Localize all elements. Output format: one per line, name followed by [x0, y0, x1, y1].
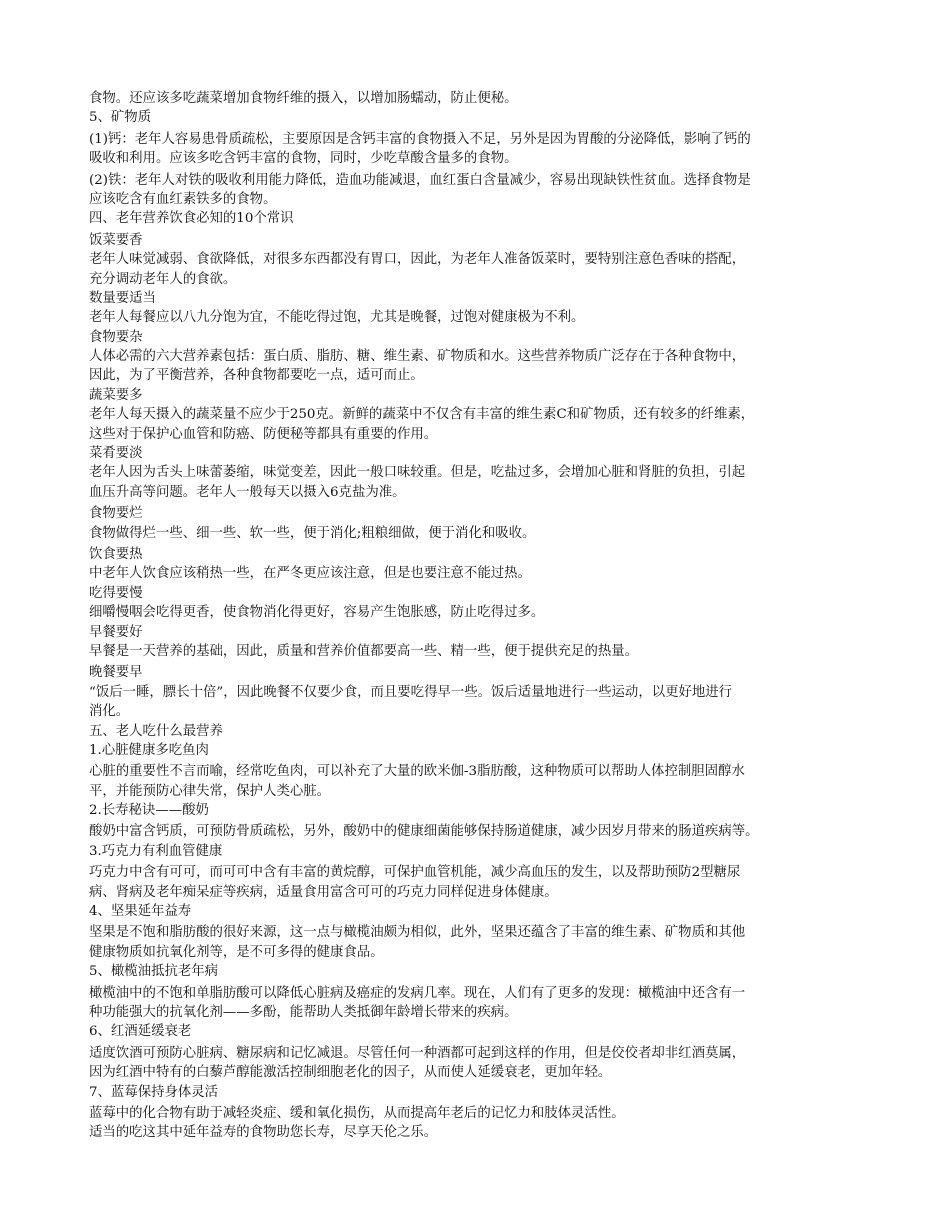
text-line: 中老年人饮食应该稍热一些，在严冬更应该注意，但是也要注意不能过热。 [89, 566, 531, 582]
text-line: 人体必需的六大营养素包括：蛋白质、脂肪、糖、维生素、矿物质和水。这些营养物质广泛存在于各种食物中， [89, 349, 746, 365]
text-line: 老年人因为舌头上味蕾萎缩，味觉变差，因此一般口味较重。但是，吃盐过多，会增加心脏和肾脏的负担，引起 [89, 465, 746, 481]
closing-line: 适当的吃这其中延年益寿的食物助您长寿，尽享天伦之乐。 [89, 1125, 438, 1141]
subheading: 蔬菜要多 [89, 387, 143, 403]
text-line: 这些对于保护心血管和防癌、防便秘等都具有重要的作用。 [89, 426, 438, 442]
text-line: 种功能强大的抗氧化剂——多酚，能帮助人类抵御年龄增长带来的疾病。 [89, 1004, 518, 1020]
subheading: 6、红酒延缓衰老 [89, 1024, 192, 1040]
subheading: 早餐要好 [89, 624, 143, 640]
subheading: 1.心脏健康多吃鱼肉 [89, 742, 209, 758]
text-line: 早餐是一天营养的基础，因此，质量和营养价值都要高一些、精一些，便于提供充足的热量。 [89, 643, 639, 659]
text-line: 因此，为了平衡营养，各种食物都要吃一点，适可而止。 [89, 368, 424, 384]
text-line: 适度饮酒可预防心脏病、糖尿病和记忆减退。尽管任何一种酒都可起到这样的作用，但是佼佼者却非红酒莫属， [89, 1045, 746, 1061]
text-line: 心脏的重要性不言而喻，经常吃鱼肉，可以补充了大量的欧米伽-3脂肪酸，这种物质可以帮助人体控制胆固醇水 [89, 764, 745, 780]
text-line: 橄榄油中的不饱和单脂肪酸可以降低心脏病及癌症的发病几率。现在，人们有了更多的发现：橄榄油中还含有一 [89, 985, 746, 1001]
subheading: 吃得要慢 [89, 585, 143, 601]
text-line: 巧克力中含有可可，而可可中含有丰富的黄烷醇，可保护血管机能，减少高血压的发生，以及帮助预防2型糖尿 [89, 865, 741, 881]
subheading: 食物要杂 [89, 329, 143, 345]
text-line: 酸奶中富含钙质，可预防骨质疏松，另外，酸奶中的健康细菌能够保持肠道健康，减少因岁月带来的肠道疾病等。 [89, 824, 759, 840]
subheading: 7、蓝莓保持身体灵活 [89, 1084, 219, 1100]
subheading: 菜肴要淡 [89, 446, 143, 462]
subheading: 饭菜要香 [89, 232, 143, 248]
text-line: 老年人每天摄入的蔬菜量不应少于250克。新鲜的蔬菜中不仅含有丰富的维生素C和矿物质，还有较多的纤维素， [89, 407, 755, 423]
subheading: 数量要适当 [89, 290, 156, 306]
text-line: 细嚼慢咽会吃得更香，使食物消化得更好，容易产生饱胀感，防止吃得过多。 [89, 605, 545, 621]
text-line: 老年人每餐应以八九分饱为宜，不能吃得过饱，尤其是晚餐，过饱对健康极为不利。 [89, 310, 585, 326]
subheading: 3.巧克力有利血管健康 [89, 843, 223, 859]
text-line: 健康物质如抗氧化剂等，是不可多得的健康食品。 [89, 944, 384, 960]
section-heading-minerals: 5、矿物质 [89, 110, 152, 126]
text-line: 平，并能预防心律失常，保护人类心脏。 [89, 783, 331, 799]
text-line: 应该吃含有血红素铁多的食物。 [89, 191, 277, 207]
subheading: 食物要烂 [89, 506, 143, 522]
subheading: 4、坚果延年益寿 [89, 904, 192, 920]
text-line: (1)钙：老年人容易患骨质疏松，主要原因是含钙丰富的食物摄入不足，另外是因为胃酸的分泌降低，影响了钙的 [89, 131, 751, 147]
subheading: 饮食要热 [89, 546, 143, 562]
text-line: 坚果是不饱和脂肪酸的很好来源，这一点与橄榄油颇为相似，此外，坚果还蕴含了丰富的维生素、矿物质和其他 [89, 925, 746, 941]
section-heading-ten-tips: 四、老年营养饮食必知的10个常识 [89, 211, 294, 227]
subheading: 2.长寿秘诀——酸奶 [89, 803, 209, 819]
subheading: 晚餐要早 [89, 665, 143, 681]
text-line: 充分调动老年人的食欲。 [89, 271, 237, 287]
text-line: (2)铁：老年人对铁的吸收利用能力降低，造血功能减退，血红蛋白含量减少，容易出现缺铁性贫血。选择食物是 [89, 172, 751, 188]
section-heading-best-foods: 五、老人吃什么最营养 [89, 723, 223, 739]
text-line: 食物。还应该多吃蔬菜增加食物纤维的摄入，以增加肠蠕动，防止便秘。 [89, 91, 518, 106]
text-line: “饭后一睡，膘长十倍”，因此晚餐不仅要少食，而且要吃得早一些。饭后适量地进行一些运动，以更好地进行 [89, 684, 733, 700]
text-line: 蓝莓中的化合物有助于减轻炎症、缓和氧化损伤，从而提高年老后的记忆力和肢体灵活性。 [89, 1105, 625, 1121]
text-line: 老年人味觉减弱、食欲降低，对很多东西都没有胃口，因此，为老年人准备饭菜时，要特别注意色香味的搭配， [89, 252, 746, 268]
text-line: 病、肾病及老年痴呆症等疾病，适量食用富含可可的巧克力同样促进身体健康。 [89, 884, 558, 900]
text-line: 食物做得烂一些、细一些、软一些，便于消化;粗粮细做，便于消化和吸收。 [89, 525, 536, 541]
text-line: 因为红酒中特有的白藜芦醇能激活控制细胞老化的因子，从而使人延缓衰老，更加年轻。 [89, 1065, 612, 1081]
text-line: 血压升高等问题。老年人一般每天以摄入6克盐为准。 [89, 484, 406, 500]
document-body [89, 89, 865, 1143]
subheading: 5、橄榄油抵抗老年病 [89, 964, 219, 980]
text-line: 吸收和利用。应该多吃含钙丰富的食物，同时，少吃草酸含量多的食物。 [89, 151, 518, 167]
text-line: 消化。 [89, 704, 130, 720]
